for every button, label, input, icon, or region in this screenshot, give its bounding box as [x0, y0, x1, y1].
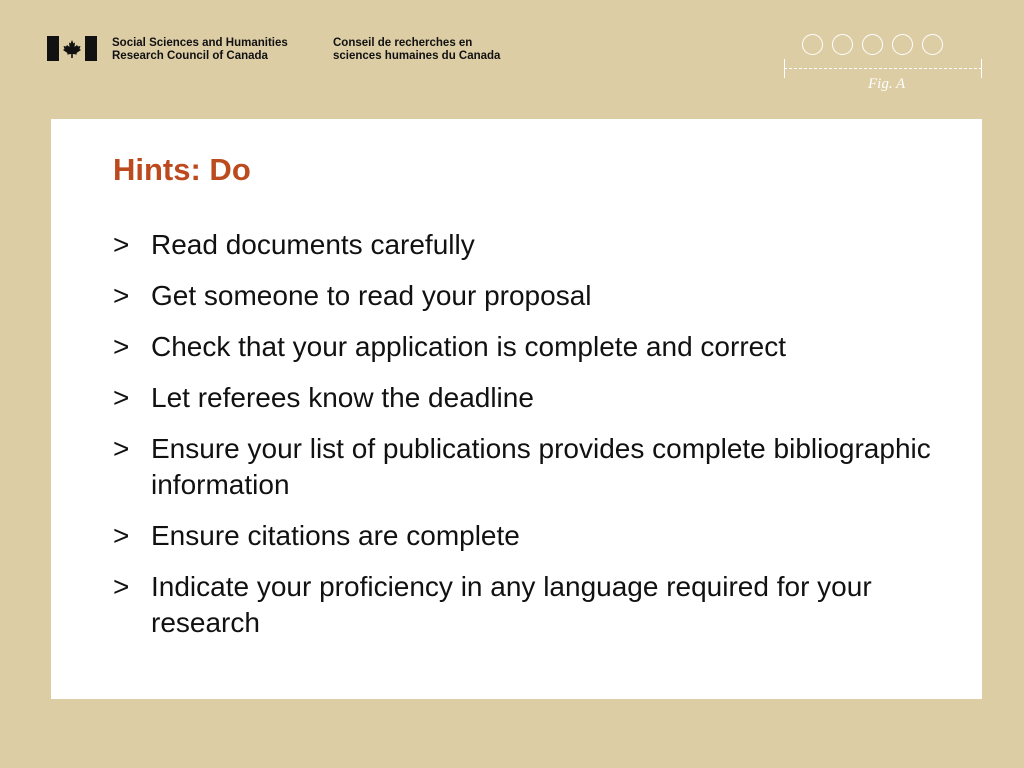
- bullet-text: Let referees know the deadline: [151, 382, 534, 413]
- fig-dashed-line: [784, 68, 982, 69]
- bullet-marker: >: [113, 229, 130, 260]
- org-name-english-line2: Research Council of Canada: [112, 50, 268, 62]
- bullet-list: [113, 227, 953, 656]
- org-name-english: [112, 37, 288, 63]
- bullet-text: Ensure your list of publications provides complete bibliographic information: [151, 433, 931, 500]
- bullet-marker: >: [113, 331, 130, 362]
- circle-icon: [802, 34, 823, 55]
- circle-icon: [892, 34, 913, 55]
- bullet-item: [113, 380, 953, 416]
- bullet-item: [113, 518, 953, 554]
- bullet-item: [113, 431, 953, 503]
- circle-icon: [922, 34, 943, 55]
- bullet-marker: >: [113, 571, 130, 602]
- org-name-french-line2: sciences humaines du Canada: [333, 50, 501, 62]
- fig-bracket-right: [981, 59, 982, 78]
- bullet-text: Indicate your proficiency in any language required for your research: [151, 571, 872, 638]
- bullet-text: Get someone to read your proposal: [151, 280, 592, 311]
- bullet-marker: >: [113, 280, 130, 311]
- circle-row: [802, 34, 943, 55]
- bullet-marker: >: [113, 520, 130, 551]
- bullet-text: Check that your application is complete and correct: [151, 331, 786, 362]
- bullet-text: Read documents carefully: [151, 229, 475, 260]
- fig-label: Fig. A: [868, 76, 906, 92]
- slide-title: Hints: Do: [113, 152, 251, 187]
- fig-mark: [782, 32, 986, 96]
- bullet-item: [113, 329, 953, 365]
- org-name-french-line1: Conseil de recherches en: [333, 37, 473, 49]
- bullet-marker: >: [113, 433, 130, 464]
- canada-flag-icon: [47, 36, 97, 61]
- content-panel: [51, 119, 982, 699]
- bullet-text: Ensure citations are complete: [151, 520, 520, 551]
- circle-icon: [862, 34, 883, 55]
- header: [0, 0, 1024, 118]
- bullet-item: [113, 278, 953, 314]
- org-name-french: [333, 37, 500, 63]
- org-name-english-line1: Social Sciences and Humanities: [112, 37, 288, 49]
- bullet-item: [113, 227, 953, 263]
- circle-icon: [832, 34, 853, 55]
- bullet-marker: >: [113, 382, 130, 413]
- bullet-item: [113, 569, 953, 641]
